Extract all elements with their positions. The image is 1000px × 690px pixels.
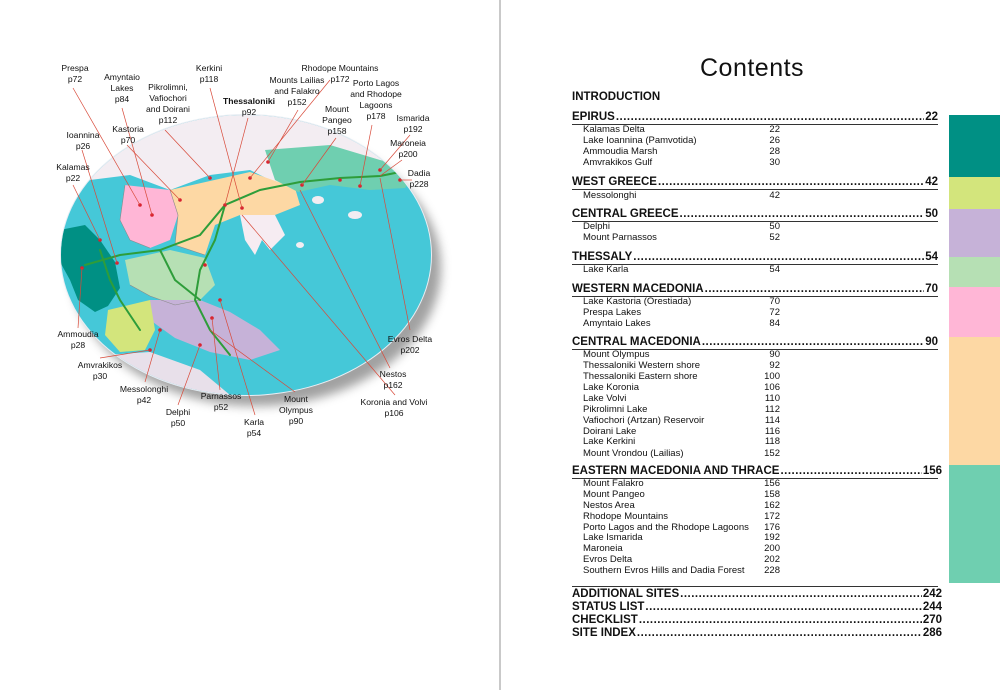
appendix-title: CHECKLIST	[572, 614, 638, 626]
label-pangeo-page: p158	[327, 126, 347, 136]
section-page: 156	[922, 465, 942, 477]
toc-entry-page: 30	[769, 157, 780, 168]
label-delphi-page: p50	[170, 418, 186, 428]
label-portolagos-page: p178	[366, 111, 386, 121]
toc-entry-page: 22	[769, 124, 780, 135]
section-title: WESTERN MACEDONIA	[572, 283, 704, 295]
toc-entry-page: 200	[764, 543, 780, 554]
label-evros	[384, 334, 436, 356]
island	[312, 196, 324, 204]
label-messolonghi-name: Messolonghi	[119, 384, 169, 394]
toc-entry[interactable]: Evros Delta	[583, 554, 633, 565]
toc-entry-page: 110	[764, 393, 780, 404]
label-amyntaio-page: p84	[114, 94, 130, 104]
toc-entry[interactable]: Pikrolimni Lake	[583, 404, 648, 415]
label-pangeo-name: Mount Pangeo	[322, 104, 352, 125]
label-amvrakikos	[74, 360, 126, 382]
label-rhodope-name: Rhodope Mountains	[301, 63, 379, 73]
label-ammoudia-page: p28	[70, 340, 86, 350]
label-lailias-name: Mounts Lailias and Falakro	[269, 75, 325, 96]
toc-entry-page: 92	[769, 360, 780, 371]
toc-section-central-macedonia[interactable]	[572, 336, 938, 348]
toc-entry[interactable]: Thessaloniki Eastern shore	[583, 371, 698, 382]
label-nestos	[374, 369, 412, 391]
toc-entry-page: 162	[764, 500, 780, 511]
toc-entry[interactable]: Maroneia	[583, 543, 623, 554]
appendix-page: 270	[922, 614, 942, 626]
label-delphi	[160, 407, 196, 429]
label-olympus-name: Mount Olympus	[279, 394, 313, 415]
toc-entry[interactable]: Nestos Area	[583, 500, 635, 511]
label-ammoudia	[54, 329, 102, 351]
toc-section-western-macedonia[interactable]	[572, 283, 938, 295]
label-evros-page: p202	[400, 345, 420, 355]
label-lailias-page: p152	[287, 97, 307, 107]
label-amyntaio-name: Amyntaio Lakes	[104, 72, 140, 93]
label-thessaloniki	[220, 96, 278, 118]
section-page: 54	[925, 251, 938, 263]
toc-additional-sites[interactable]	[572, 588, 942, 600]
label-pangeo	[318, 104, 356, 137]
label-delphi-name: Delphi	[165, 407, 191, 417]
toc-section-west-greece[interactable]	[572, 176, 938, 188]
label-evros-name: Evros Delta	[387, 334, 433, 344]
toc-entry-page: 72	[769, 307, 780, 318]
tab-central-greece[interactable]	[949, 209, 1000, 257]
toc-entry[interactable]: Doirani Lake	[583, 426, 637, 437]
toc-entry-page: 90	[769, 349, 780, 360]
label-nestos-page: p162	[383, 380, 403, 390]
toc-introduction[interactable]: INTRODUCTION	[572, 91, 661, 103]
toc-entry[interactable]: Lake Kastoria (Orestiada)	[583, 296, 692, 307]
toc-entry-page: 176	[764, 522, 780, 533]
label-ismarida	[392, 113, 434, 135]
toc-entry-page: 54	[769, 264, 780, 275]
toc-entry-page: 114	[764, 415, 780, 426]
toc-entry-page: 42	[769, 190, 780, 201]
label-amvrakikos-name: Amvrakikos	[77, 360, 123, 370]
appendix-page: 242	[922, 588, 942, 600]
toc-entry-page: 202	[764, 554, 780, 565]
label-pikrolimni-name: Pikrolimni, Vafiochori and Doirani	[146, 82, 190, 114]
toc-entry[interactable]: Kalamas Delta	[583, 124, 645, 135]
tab-central-macedonia[interactable]	[949, 337, 1000, 465]
label-prespa-name: Prespa	[61, 63, 89, 73]
toc-entry-page: 192	[764, 532, 780, 543]
toc-entry[interactable]: Lake Ismarida	[583, 532, 643, 543]
label-ismarida-name: Ismarida	[396, 113, 430, 123]
section-title: EPIRUS	[572, 111, 615, 123]
label-kerkini-page: p118	[199, 74, 219, 84]
label-koronia-page: p106	[384, 408, 404, 418]
label-parnassos-page: p52	[213, 402, 229, 412]
toc-entry[interactable]: Lake Kerkini	[583, 436, 636, 447]
toc-section-eastern-macedonia[interactable]	[572, 465, 942, 477]
label-kerkini	[192, 63, 226, 85]
tab-eastern-macedonia[interactable]	[949, 465, 1000, 583]
page-gutter	[499, 0, 501, 690]
label-kalamas-name: Kalamas	[56, 162, 90, 172]
label-ioannina-name: Ioannina	[66, 130, 100, 140]
label-parnassos	[198, 391, 244, 413]
label-rhodope-page: p172	[330, 74, 350, 84]
toc-entry[interactable]: Lake Volvi	[583, 393, 627, 404]
toc-entry-page: 106	[764, 382, 780, 393]
toc-entry-page: 152	[764, 448, 780, 459]
section-page: 42	[925, 176, 938, 188]
label-dadia-name: Dadia	[407, 168, 431, 178]
tab-epirus[interactable]	[949, 115, 1000, 177]
label-dadia-page: p228	[409, 179, 429, 189]
label-amyntaio	[98, 72, 146, 105]
toc-entry[interactable]: Lake Karla	[583, 264, 629, 275]
island	[348, 211, 362, 219]
label-maroneia-name: Maroneia	[390, 138, 426, 148]
toc-entry[interactable]: Vafiochori (Artzan) Reservoir	[583, 415, 705, 426]
toc-entry-page: 228	[764, 565, 780, 576]
section-page: 22	[925, 111, 938, 123]
tab-western-macedonia[interactable]	[949, 287, 1000, 337]
section-title: THESSALY	[572, 251, 633, 263]
toc-entry[interactable]: Thessaloniki Western shore	[583, 360, 701, 371]
appendix-rule	[572, 586, 938, 587]
label-pikrolimni	[140, 82, 196, 126]
island	[296, 242, 304, 248]
label-olympus-page: p90	[288, 416, 304, 426]
appendix-title: SITE INDEX	[572, 627, 636, 639]
label-maroneia	[386, 138, 430, 160]
section-title: WEST GREECE	[572, 176, 657, 188]
label-prespa-page: p72	[67, 74, 83, 84]
toc-entry-page: 172	[764, 511, 780, 522]
appendix-title: STATUS LIST	[572, 601, 645, 613]
label-messolonghi-page: p42	[136, 395, 152, 405]
toc-section-epirus[interactable]	[572, 111, 938, 123]
toc-entry[interactable]: Mount Olympus	[583, 349, 650, 360]
label-portolagos-name: Porto Lagos and Rhodope Lagoons	[350, 78, 402, 110]
toc-entry[interactable]: Ammoudia Marsh	[583, 146, 658, 157]
label-kalamas-page: p22	[65, 173, 81, 183]
toc-entry-page: 70	[769, 296, 780, 307]
toc-site-index[interactable]	[572, 627, 942, 639]
section-title: CENTRAL MACEDONIA	[572, 336, 701, 348]
toc-entry[interactable]: Mount Pangeo	[583, 489, 645, 500]
toc-entry-page: 116	[764, 426, 780, 437]
toc-section-thessaly[interactable]	[572, 251, 938, 263]
label-kastoria-page: p70	[120, 135, 136, 145]
label-ioannina	[62, 130, 104, 152]
toc-entry-page: 156	[764, 478, 780, 489]
toc-entry[interactable]: Rhodope Mountains	[583, 511, 669, 522]
section-page: 70	[925, 283, 938, 295]
tab-west-greece[interactable]	[949, 177, 1000, 209]
toc-entry[interactable]: Southern Evros Hills and Dadia Forest	[583, 565, 745, 576]
label-olympus	[276, 394, 316, 427]
label-pikrolimni-page: p112	[158, 115, 178, 125]
contents-title: Contents	[700, 54, 805, 82]
label-karla-name: Karla	[243, 417, 265, 427]
label-amvrakikos-page: p30	[92, 371, 108, 381]
label-ismarida-page: p192	[403, 124, 423, 134]
label-kastoria	[108, 124, 148, 146]
label-nestos-name: Nestos	[379, 369, 407, 379]
toc-entry-page: 26	[769, 135, 780, 146]
tab-thessaly[interactable]	[949, 257, 1000, 287]
toc-checklist[interactable]	[572, 614, 942, 626]
toc-entry-page: 100	[764, 371, 780, 382]
label-koronia	[354, 397, 434, 419]
toc-entry-page: 28	[769, 146, 780, 157]
label-ioannina-page: p26	[75, 141, 91, 151]
toc-entry[interactable]: Porto Lagos and the Rhodope Lagoons	[583, 522, 749, 533]
label-karla	[240, 417, 268, 439]
toc-section-central-greece[interactable]	[572, 208, 938, 220]
toc-entry-page: 158	[764, 489, 780, 500]
toc-entry-page: 50	[769, 221, 780, 232]
label-parnassos-name: Parnassos	[200, 391, 242, 401]
label-kastoria-name: Kastoria	[112, 124, 144, 134]
label-kalamas	[54, 162, 92, 184]
toc-entry-page: 84	[769, 318, 780, 329]
toc-entry[interactable]: Delphi	[583, 221, 610, 232]
label-koronia-name: Koronia and Volvi	[360, 397, 428, 407]
label-ammoudia-name: Ammoudia	[57, 329, 99, 339]
label-thessaloniki-page: p92	[241, 107, 257, 117]
toc-entry[interactable]: Amvrakikos Gulf	[583, 157, 653, 168]
label-messolonghi	[116, 384, 172, 406]
toc-entry[interactable]: Amyntaio Lakes	[583, 318, 651, 329]
toc-entry-page: 118	[764, 436, 780, 447]
appendix-page: 286	[922, 627, 942, 639]
appendix-title: ADDITIONAL SITES	[572, 588, 680, 600]
toc-entry-page: 52	[769, 232, 780, 243]
label-karla-page: p54	[246, 428, 262, 438]
label-thessaloniki-name: Thessaloniki	[222, 96, 276, 106]
label-prespa	[58, 63, 92, 85]
section-page: 90	[925, 336, 938, 348]
section-rule	[572, 221, 938, 222]
toc-entry-page: 112	[764, 404, 780, 415]
label-maroneia-page: p200	[398, 149, 418, 159]
section-page: 50	[925, 208, 938, 220]
appendix-page: 244	[922, 601, 942, 613]
toc-entry[interactable]: Lake Ioannina (Pamvotida)	[583, 135, 697, 146]
label-dadia	[402, 168, 436, 190]
toc-entry[interactable]: Messolonghi	[583, 190, 637, 201]
toc-entry[interactable]: Mount Falakro	[583, 478, 644, 489]
section-title: EASTERN MACEDONIA AND THRACE	[572, 465, 780, 477]
toc-entry[interactable]: Mount Parnassos	[583, 232, 657, 243]
section-title: CENTRAL GREECE	[572, 208, 679, 220]
toc-status-list[interactable]	[572, 601, 942, 613]
toc-entry[interactable]: Lake Koronia	[583, 382, 639, 393]
toc-entry[interactable]: Prespa Lakes	[583, 307, 642, 318]
label-kerkini-name: Kerkini	[195, 63, 223, 73]
toc-entry[interactable]: Mount Vrondou (Lailias)	[583, 448, 684, 459]
